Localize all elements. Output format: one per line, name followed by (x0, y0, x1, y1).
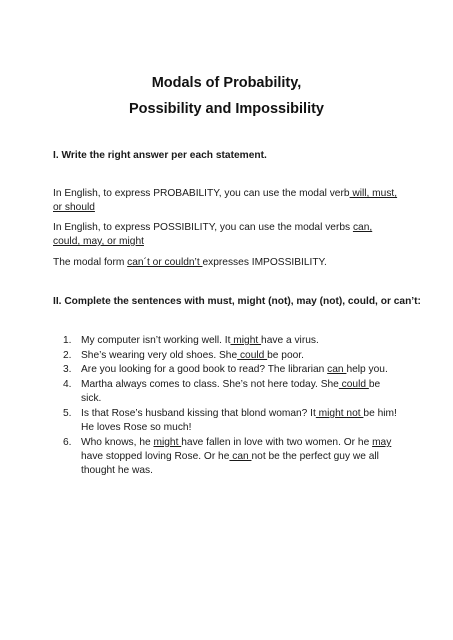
list-item (63, 363, 403, 377)
answer-text: could (237, 349, 268, 361)
statement-text: expresses IMPOSSIBILITY. (202, 257, 327, 268)
sentence-text: have stopped loving Rose. Or he (81, 451, 230, 463)
list-item-number: 6. (63, 436, 72, 448)
list-item-number: 2. (63, 349, 72, 361)
sentence-text: Martha always comes to class. She’s not here today. She (81, 379, 339, 391)
answer-text: can, could, may, or might (53, 222, 373, 247)
statement-text: The modal form (53, 257, 128, 268)
statement-impossibility (53, 256, 398, 270)
list-item-number: 4. (63, 379, 72, 391)
sentence-text: My computer isn’t working well. It (81, 335, 231, 346)
sentence-text: be him! He loves Rose so much! (81, 408, 397, 434)
answer-text: might (153, 436, 182, 448)
answer-text: can (229, 451, 252, 463)
answer-text: can´t or couldn’t (127, 257, 203, 268)
statement-text: In English, to express POSSIBILITY, you can use the modal verbs (53, 222, 353, 233)
exercise-list (63, 334, 403, 479)
statement-possibility (53, 221, 398, 249)
list-item-number: 3. (63, 364, 72, 376)
answer-text: can (327, 364, 347, 376)
sentence-text: not be the perfect guy we all thought he was. (81, 451, 379, 477)
sentence-text: Is that Rose’s husband kissing that blond woman? It (81, 408, 316, 420)
list-item (63, 349, 403, 363)
sentence-text: Who knows, he (81, 436, 154, 448)
list-item-number: 1. (63, 335, 72, 346)
list-item (63, 334, 403, 348)
section-1-heading: I. Write the right answer per each statement. (53, 150, 267, 161)
list-item (63, 378, 403, 406)
sentence-text: be sick. (81, 379, 381, 405)
answer-text: may (372, 436, 392, 448)
title-line-1: Modals of Probability, (151, 75, 302, 91)
answer-text: might not (315, 408, 364, 420)
answer-text: will, must, or should (53, 188, 398, 213)
sentence-text: She’s wearing very old shoes. She (81, 349, 238, 361)
list-item-number: 5. (63, 408, 72, 420)
answer-text: might (230, 335, 262, 346)
sentence-text: Are you looking for a good book to read? The librarian (81, 364, 328, 376)
sentence-text: be poor. (267, 349, 304, 361)
list-item (63, 436, 403, 479)
title-line-2: Possibility and Impossibility (129, 101, 324, 117)
section-2-heading: II. Complete the sentences with must, might (not), may (not), could, or can’t: (53, 296, 421, 307)
answer-text: could (338, 379, 369, 391)
list-item (63, 407, 403, 435)
statement-probability (53, 187, 398, 215)
statement-text: In English, to express PROBABILITY, you can use the modal verb (53, 188, 350, 199)
sentence-text: have fallen in love with two women. Or he (181, 436, 373, 448)
sentence-text: have a virus. (261, 335, 319, 346)
sentence-text: help you. (346, 364, 388, 376)
